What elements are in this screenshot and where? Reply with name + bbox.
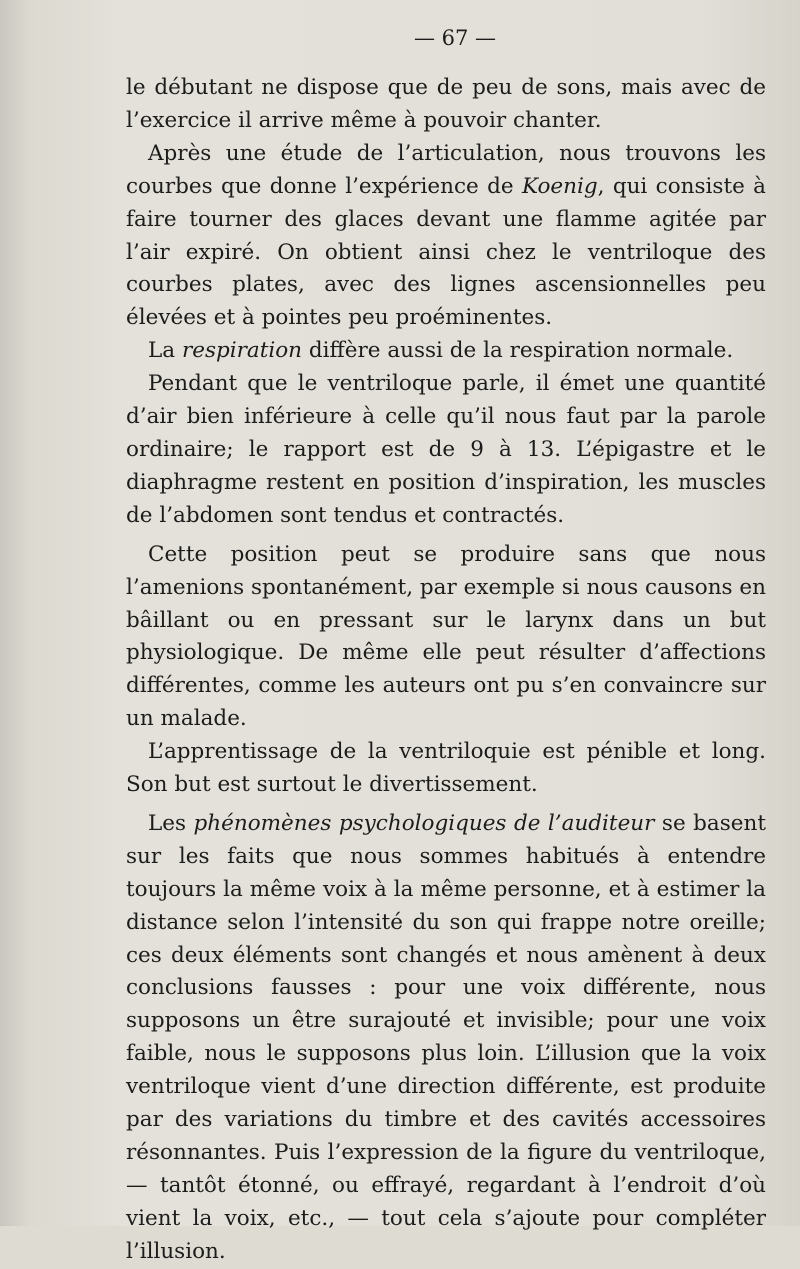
emphasis-koenig: Koenig <box>521 173 598 199</box>
paragraph-1: le débutant ne dispose que de peu de sons, mais avec de l’exercice il arrive même à pouvoir chanter. <box>126 75 766 133</box>
paragraph-7: Les phénomènes psychologiques de l’auditeur se basent sur les faits que nous sommes habitués à entendre toujours la même voix à la même personne, et à estimer la distance selon l’intensité du son qui frappe notre oreille; ces deux éléments sont changés et nous amènent à deux conclusions fausses : pour une voix différente, nous supposons un être surajouté et invisible; pour une voix faible, nous le supposons plus loin. L’illusion que la voix ventriloque vient d’une direction différente, est produite par des variations du timbre et des cavités accessoires résonnantes. Puis l’expression de la figure du ventriloque, — tantôt étonné, ou effrayé, regardant à l’endroit d’où vient la voix, etc., — tout cela s’ajoute pour compléter l’illusion. <box>126 810 766 1264</box>
paragraph-5: Cette position peut se produire sans que nous l’amenions spontanément, par exemple si nous causons en bâillant ou en pressant sur le larynx dans un but physiologique. De même elle peut résulter d’affections différentes, comme les auteurs ont pu s’en convaincre sur un malade. <box>126 541 766 732</box>
emphasis-phenomenes: phénomènes psychologiques de l’auditeur <box>193 810 655 836</box>
body-text <box>126 72 766 1269</box>
paragraph-3: La respiration diffère aussi de la respiration normale. <box>148 338 734 364</box>
page-number: — 67 — <box>413 26 497 50</box>
paragraph-2: Après une étude de l’articulation, nous trouvons les courbes que donne l’expérience de Koenig, qui consiste à faire tourner des glaces devant une flamme agitée par l’air expiré. On obtient ainsi chez le ventriloque des courbes plates, avec des lignes ascensionnelles peu élevées et à pointes peu proéminentes. <box>126 140 767 331</box>
paragraph-6: L’apprentissage de la ventriloquie est pénible et long. Son but est surtout le divertissement. <box>126 739 766 798</box>
emphasis-respiration: respiration <box>181 338 303 364</box>
paragraph-4: Pendant que le ventriloque parle, il émet une quantité d’air bien inférieure à celle qu’il nous faut par la parole ordinaire; le rapport est de 9 à 13. L’épigastre et le diaphragme restent en position d’inspiration, les muscles de l’abdomen sont tendus et contractés. <box>126 371 766 528</box>
